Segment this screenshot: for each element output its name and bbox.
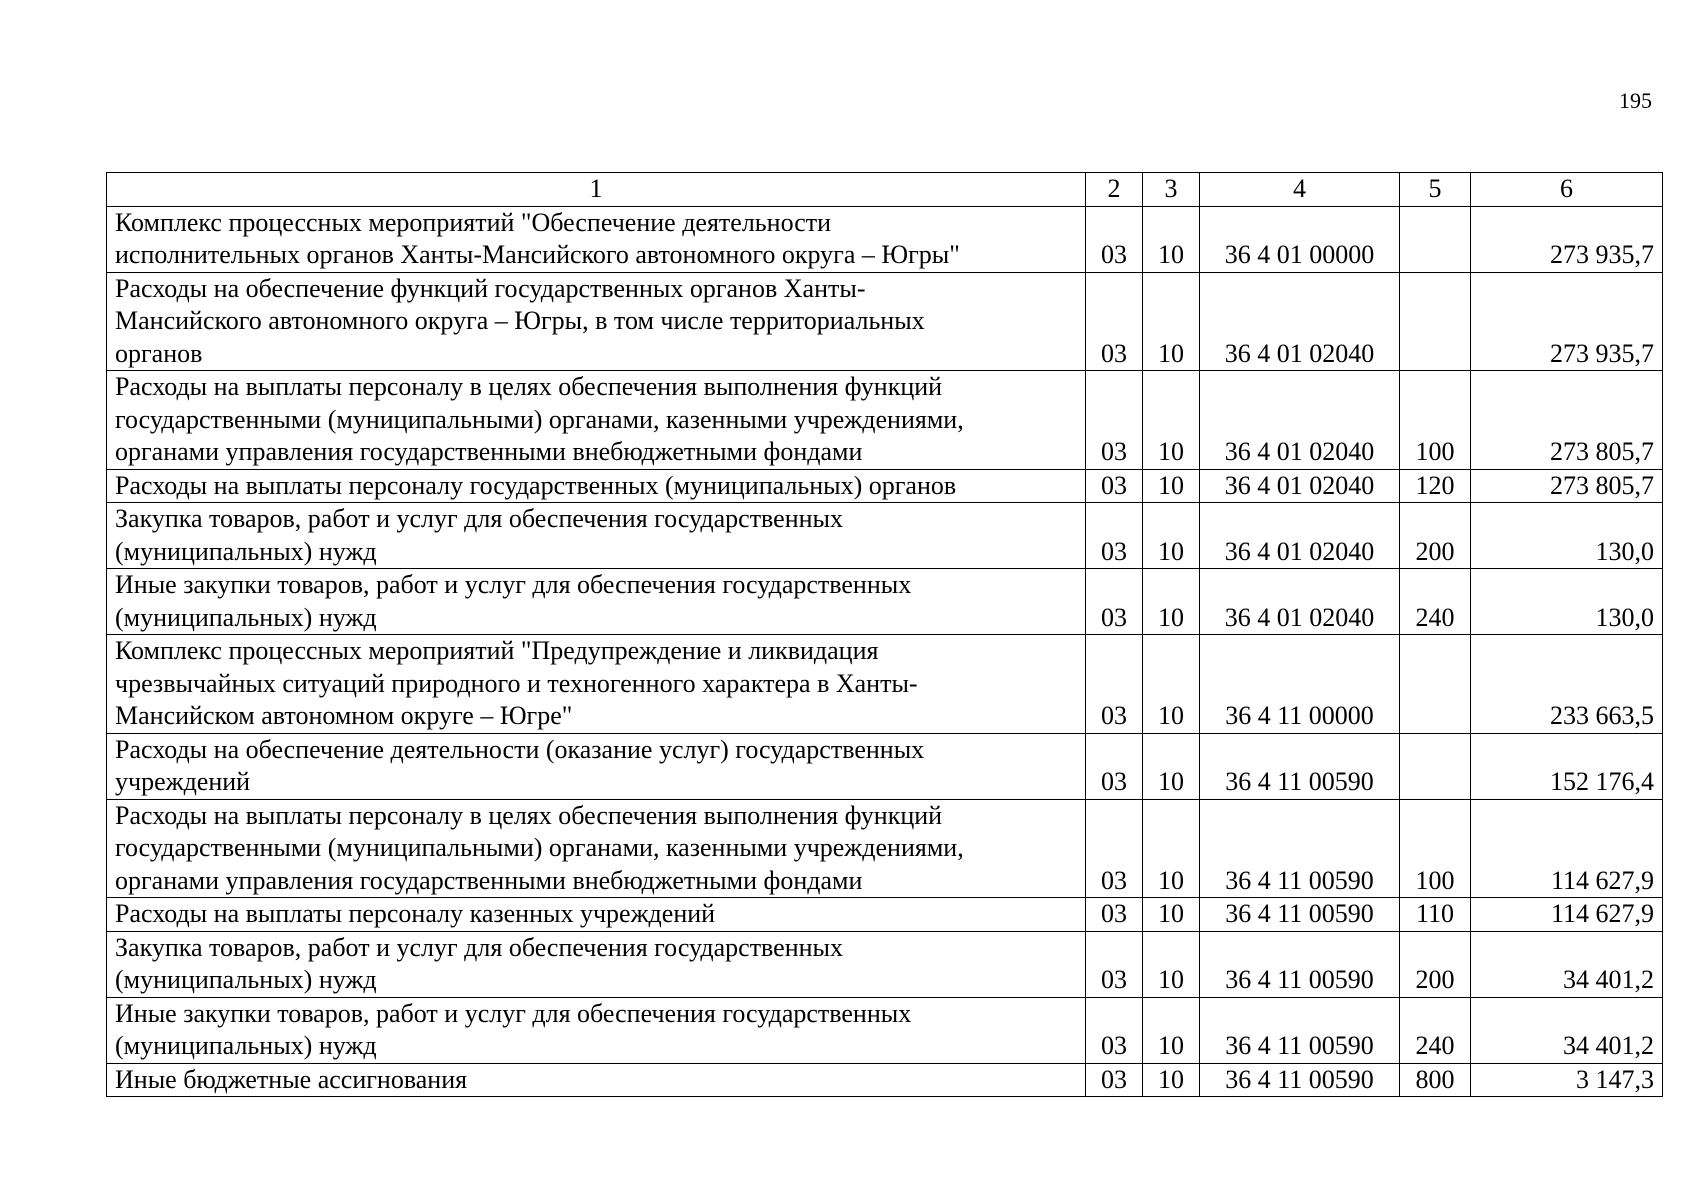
row-target-article-cell: 36 4 01 02040 bbox=[1200, 272, 1400, 371]
row-amount-cell: 233 663,5 bbox=[1471, 635, 1663, 734]
row-section-cell: 03 bbox=[1086, 569, 1143, 635]
row-name-line: органов bbox=[115, 338, 203, 368]
row-name-line: Иные бюджетные ассигнования bbox=[115, 1064, 468, 1094]
row-target-article-cell: 36 4 01 00000 bbox=[1200, 206, 1400, 272]
row-name-line: Иные закупки товаров, работ и услуг для обеспечения государственных bbox=[115, 998, 912, 1028]
row-name-line: Мансийском автономном округе – Югре" bbox=[115, 701, 573, 730]
row-expense-type-cell: 200 bbox=[1400, 931, 1471, 997]
row-section-cell: 03 bbox=[1086, 206, 1143, 272]
row-section-cell: 03 bbox=[1086, 272, 1143, 371]
row-name-line: Мансийского автономного округа – Югры, в том числе территориальных bbox=[115, 306, 925, 335]
row-name-cell bbox=[107, 469, 1086, 503]
row-subsection-cell: 10 bbox=[1143, 931, 1200, 997]
row-name-line: органами управления государственными внебюджетными фондами bbox=[115, 437, 863, 466]
row-target-article-cell: 36 4 01 02040 bbox=[1200, 503, 1400, 569]
header-cell-2: 2 bbox=[1086, 173, 1143, 207]
row-subsection-cell: 10 bbox=[1143, 1063, 1200, 1097]
row-name-line: (муниципальных) нужд bbox=[115, 602, 377, 632]
header-cell-6: 6 bbox=[1471, 173, 1663, 207]
table-row bbox=[107, 799, 1663, 898]
row-name-line: исполнительных органов Ханты-Мансийского автономного округа – Югры" bbox=[115, 240, 960, 269]
row-name-cell bbox=[107, 997, 1086, 1063]
row-expense-type-cell: 800 bbox=[1400, 1063, 1471, 1097]
table-row bbox=[107, 469, 1663, 503]
row-amount-cell: 130,0 bbox=[1471, 503, 1663, 569]
table-row bbox=[107, 997, 1663, 1063]
header-cell-4: 4 bbox=[1200, 173, 1400, 207]
row-name-line: (муниципальных) нужд bbox=[115, 1031, 377, 1060]
table-row bbox=[107, 733, 1663, 799]
row-name-line: Закупка товаров, работ и услуг для обеспечения государственных bbox=[115, 932, 844, 962]
row-section-cell: 03 bbox=[1086, 469, 1143, 503]
row-target-article-cell: 36 4 11 00590 bbox=[1200, 733, 1400, 799]
row-name-line: учреждений bbox=[115, 767, 251, 796]
row-expense-type-cell: 100 bbox=[1400, 371, 1471, 470]
row-name-line: органами управления государственными внебюджетными фондами bbox=[115, 865, 863, 895]
row-name-line: Расходы на выплаты персоналу в целях обеспечения выполнения функций bbox=[115, 372, 943, 401]
table-row bbox=[107, 898, 1663, 932]
row-name-line: Иные закупки товаров, работ и услуг для обеспечения государственных bbox=[115, 570, 912, 599]
row-amount-cell: 114 627,9 bbox=[1471, 799, 1663, 898]
row-name-line: Расходы на выплаты персоналу в целях обеспечения выполнения функций bbox=[115, 800, 943, 830]
table-row bbox=[107, 371, 1663, 470]
header-cell-1: 1 bbox=[107, 173, 1086, 207]
row-subsection-cell: 10 bbox=[1143, 898, 1200, 932]
row-name-cell bbox=[107, 206, 1086, 272]
header-cell-3: 3 bbox=[1143, 173, 1200, 207]
row-subsection-cell: 10 bbox=[1143, 997, 1200, 1063]
row-subsection-cell: 10 bbox=[1143, 371, 1200, 470]
table-header-row bbox=[107, 173, 1663, 207]
table-row bbox=[107, 272, 1663, 371]
row-amount-cell: 130,0 bbox=[1471, 569, 1663, 635]
row-section-cell: 03 bbox=[1086, 733, 1143, 799]
row-subsection-cell: 10 bbox=[1143, 272, 1200, 371]
row-target-article-cell: 36 4 11 00000 bbox=[1200, 635, 1400, 734]
table-row bbox=[107, 206, 1663, 272]
row-name-line: Закупка товаров, работ и услуг для обеспечения государственных bbox=[115, 504, 844, 533]
page-number: 195 bbox=[1619, 88, 1652, 113]
row-expense-type-cell bbox=[1400, 206, 1471, 272]
row-expense-type-cell: 200 bbox=[1400, 503, 1471, 569]
row-expense-type-cell: 240 bbox=[1400, 569, 1471, 635]
row-expense-type-cell bbox=[1400, 272, 1471, 371]
row-section-cell: 03 bbox=[1086, 1063, 1143, 1097]
row-amount-cell: 114 627,9 bbox=[1471, 898, 1663, 932]
row-target-article-cell: 36 4 11 00590 bbox=[1200, 931, 1400, 997]
table-row bbox=[107, 503, 1663, 569]
table-row bbox=[107, 1063, 1663, 1097]
row-name-cell bbox=[107, 569, 1086, 635]
row-name-cell bbox=[107, 733, 1086, 799]
row-name-line: Комплекс процессных мероприятий "Предупреждение и ликвидация bbox=[115, 636, 879, 665]
row-name-cell bbox=[107, 1063, 1086, 1097]
row-name-line: Расходы на обеспечение функций государственных органов Ханты- bbox=[115, 273, 866, 303]
row-target-article-cell: 36 4 11 00590 bbox=[1200, 898, 1400, 932]
row-name-cell bbox=[107, 272, 1086, 371]
row-expense-type-cell: 110 bbox=[1400, 898, 1471, 932]
row-name-cell bbox=[107, 635, 1086, 734]
row-amount-cell: 273 935,7 bbox=[1471, 206, 1663, 272]
row-subsection-cell: 10 bbox=[1143, 503, 1200, 569]
row-name-line: Расходы на обеспечение деятельности (оказание услуг) государственных bbox=[115, 734, 925, 764]
row-section-cell: 03 bbox=[1086, 898, 1143, 932]
row-name-cell bbox=[107, 503, 1086, 569]
row-subsection-cell: 10 bbox=[1143, 799, 1200, 898]
row-name-line: государственными (муниципальными) органами, казенными учреждениями, bbox=[115, 404, 964, 434]
row-subsection-cell: 10 bbox=[1143, 206, 1200, 272]
row-name-line: Комплекс процессных мероприятий "Обеспечение деятельности bbox=[115, 207, 832, 237]
row-section-cell: 03 bbox=[1086, 503, 1143, 569]
header-cell-5: 5 bbox=[1400, 173, 1471, 207]
row-target-article-cell: 36 4 01 02040 bbox=[1200, 469, 1400, 503]
row-target-article-cell: 36 4 01 02040 bbox=[1200, 371, 1400, 470]
table-row bbox=[107, 635, 1663, 734]
row-name-line: (муниципальных) нужд bbox=[115, 536, 377, 566]
row-amount-cell: 152 176,4 bbox=[1471, 733, 1663, 799]
row-amount-cell: 273 805,7 bbox=[1471, 469, 1663, 503]
table-row bbox=[107, 931, 1663, 997]
row-name-line: государственными (муниципальными) органами, казенными учреждениями, bbox=[115, 833, 964, 862]
row-name-cell bbox=[107, 799, 1086, 898]
row-subsection-cell: 10 bbox=[1143, 469, 1200, 503]
row-subsection-cell: 10 bbox=[1143, 569, 1200, 635]
row-name-cell bbox=[107, 898, 1086, 932]
row-name-line: чрезвычайных ситуаций природного и техногенного характера в Ханты- bbox=[115, 668, 918, 698]
row-target-article-cell: 36 4 01 02040 bbox=[1200, 569, 1400, 635]
row-name-line: (муниципальных) нужд bbox=[115, 965, 377, 994]
row-expense-type-cell: 100 bbox=[1400, 799, 1471, 898]
row-amount-cell: 34 401,2 bbox=[1471, 997, 1663, 1063]
row-section-cell: 03 bbox=[1086, 635, 1143, 734]
row-expense-type-cell: 120 bbox=[1400, 469, 1471, 503]
row-name-line: Расходы на выплаты персоналу государственных (муниципальных) органов bbox=[115, 470, 957, 500]
row-name-line: Расходы на выплаты персоналу казенных учреждений bbox=[115, 899, 716, 928]
row-section-cell: 03 bbox=[1086, 997, 1143, 1063]
row-section-cell: 03 bbox=[1086, 799, 1143, 898]
row-amount-cell: 3 147,3 bbox=[1471, 1063, 1663, 1097]
row-target-article-cell: 36 4 11 00590 bbox=[1200, 997, 1400, 1063]
row-expense-type-cell bbox=[1400, 635, 1471, 734]
budget-table bbox=[106, 172, 1663, 1097]
table-row bbox=[107, 569, 1663, 635]
row-amount-cell: 273 805,7 bbox=[1471, 371, 1663, 470]
row-section-cell: 03 bbox=[1086, 371, 1143, 470]
table-body bbox=[107, 173, 1663, 1097]
row-subsection-cell: 10 bbox=[1143, 635, 1200, 734]
row-expense-type-cell: 240 bbox=[1400, 997, 1471, 1063]
row-name-cell bbox=[107, 931, 1086, 997]
row-amount-cell: 34 401,2 bbox=[1471, 931, 1663, 997]
row-target-article-cell: 36 4 11 00590 bbox=[1200, 799, 1400, 898]
row-expense-type-cell bbox=[1400, 733, 1471, 799]
row-subsection-cell: 10 bbox=[1143, 733, 1200, 799]
row-target-article-cell: 36 4 11 00590 bbox=[1200, 1063, 1400, 1097]
row-section-cell: 03 bbox=[1086, 931, 1143, 997]
row-name-cell bbox=[107, 371, 1086, 470]
row-amount-cell: 273 935,7 bbox=[1471, 272, 1663, 371]
